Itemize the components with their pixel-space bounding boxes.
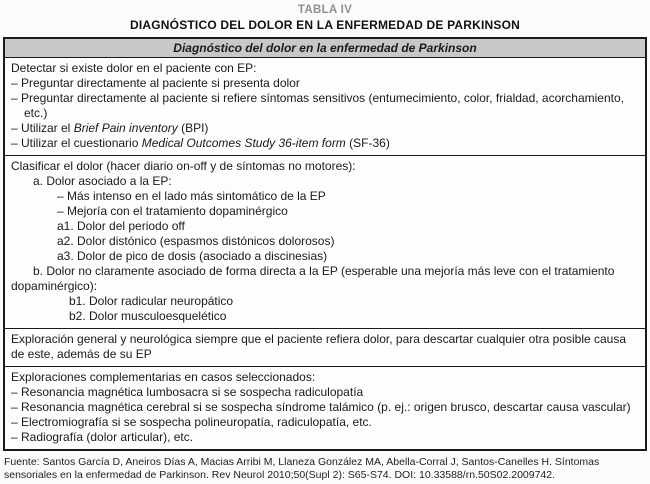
text-segment: – Radiografía (dolor articular), etc. [11,430,194,444]
text-segment: a2. Dolor distónico (espasmos distónicos dolorosos) [57,234,335,248]
text-segment: b. Dolor no claramente asociado de forma directa a la EP (esperable una mejoría más leve con el tratamiento dopaminérgico): [11,264,615,293]
text-segment: – Preguntar directamente al paciente si refiere síntomas sensitivos (entumecimiento, color, frialdad, acorchamiento, etc.) [11,91,624,120]
text-segment: – Utilizar el [11,121,74,135]
text-segment: – Más intenso en el lado más sintomático de la EP [57,189,326,203]
table-line [11,204,639,219]
text-segment: (BPI) [177,121,209,135]
table-line [11,159,639,174]
text-segment: a3. Dolor de pico de dosis (asociado a discinesias) [57,249,328,263]
table-line [11,400,639,415]
text-segment: b2. Dolor musculoesquelético [69,309,227,323]
text-segment: – Resonancia magnética lumbosacra si se sospecha radiculopatía [11,385,364,399]
table-section [5,58,645,156]
table-section [5,367,645,449]
italic-text: Brief Pain inventory [73,121,178,135]
table-line [11,174,639,189]
italic-text: Medical Outcomes Study 36-item form [141,136,346,150]
table-line [11,249,639,264]
text-segment: a. Dolor asociado a la EP: [33,174,172,188]
table-label: TABLA IV [297,4,353,16]
text-segment: (SF-36) [345,136,390,150]
text-segment: – Preguntar directamente al paciente si presenta dolor [11,76,300,90]
text-segment: – Electromiografía si se sospecha polineuropatía, radiculopatía, etc. [11,415,372,429]
table-line [11,121,639,136]
table-line [11,136,639,151]
table-line [11,309,639,324]
table-line [11,264,639,294]
text-segment: b1. Dolor radicular neuropático [69,294,234,308]
table-line [11,415,639,430]
table-line [11,219,639,234]
table-line [11,430,639,445]
source-note: Fuente: Santos García D, Aneiros Días A, Macias Arribi M, Llaneza González MA, Abella-Corral J, Santos-Canelles H. Síntomas sensoriales en la enfermedad de Parkinson. Rev Neurol 2010;50(Supl 2): S65-S74. DOI: 10.33588/rn.50S02.2009742. [4,456,600,481]
table-line [11,91,639,121]
table-section [5,156,645,329]
table-line [11,385,639,400]
table-caption [0,0,650,32]
table-line [11,76,639,91]
text-segment: a1. Dolor del periodo off [57,219,185,233]
table-line [11,294,639,309]
table-line [11,61,639,76]
table-header: Diagnóstico del dolor en la enfermedad de Parkinson [5,39,645,58]
table-line [11,234,639,249]
page-title: DIAGNÓSTICO DEL DOLOR EN LA ENFERMEDAD DE PARKINSON [130,18,520,32]
text-segment: Clasificar el dolor (hacer diario on-off y de síntomas no motores): [11,159,356,173]
table-body [5,58,645,449]
diagnosis-table [3,37,647,451]
table-line [11,332,639,362]
text-segment: – Mejoría con el tratamiento dopaminérgico [57,204,288,218]
text-segment: – Resonancia magnética cerebral si se sospecha síndrome talámico (p. ej.: origen brusco, descartar causa vascular) [11,400,631,414]
text-segment: – Utilizar el cuestionario [11,136,142,150]
table-section [5,329,645,367]
table-line [11,189,639,204]
text-segment: Detectar si existe dolor en el paciente con EP: [11,61,257,75]
text-segment: Exploraciones complementarias en casos seleccionados: [11,370,316,384]
table-line [11,370,639,385]
text-segment: Exploración general y neurológica siempre que el paciente refiera dolor, para descartar cualquier otra posible causa de este, además de su EP [11,332,627,361]
